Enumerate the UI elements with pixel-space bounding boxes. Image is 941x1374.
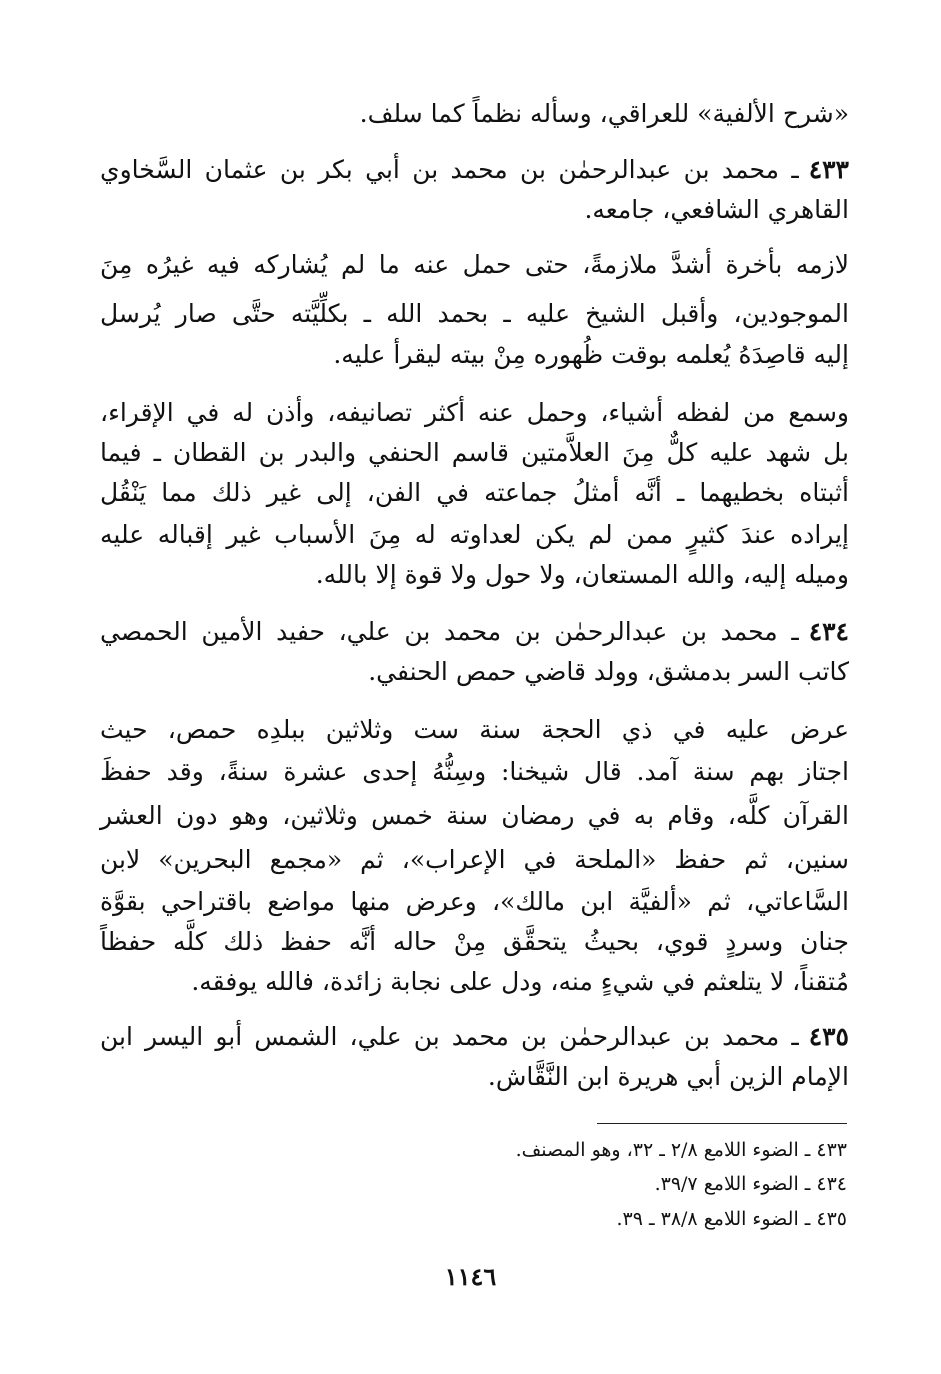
entry-heading-line: القاهري الشافعي، جامعه. — [584, 195, 849, 224]
entry-heading-line: ٤٣٥ـ محمد بن عبدالرحمٰن بن محمد بن علي، الشمس أبو اليسر ابن — [100, 1022, 849, 1051]
intro-line: «شرح الألفية» للعراقي، وسأله نظماً كما سلف. — [359, 99, 849, 128]
body-line: إليه قاصِدَهُ يُعلمه بوقت ظُهوره مِنْ بيته ليقرأ عليه. — [333, 340, 849, 369]
footnote: ٤٣٤ ـ الضوء اللامع ٣٩/٧. — [654, 1173, 847, 1195]
body-line: القرآن كلَّه، وقام به في رمضان سنة خمس وثلاثين، وهو دون العشر — [100, 801, 849, 830]
entry-heading-line: الإمام الزين أبي هريرة ابن النَّقَّاش. — [487, 1062, 849, 1091]
body-line: السَّاعاتي، ثم «ألفيَّة ابن مالك»، وعرض منها مواضع باقتراحي بقوَّة — [100, 887, 849, 916]
body-line: عرض عليه في ذي الحجة سنة ست وثلاثين ببلدِه حمص، حيث — [100, 715, 849, 744]
entry-heading-line: ٤٣٣ـ محمد بن عبدالرحمٰن بن محمد بن أبي بكر بن عثمان السَّخاوي — [100, 155, 849, 184]
footnote: ٤٣٥ ـ الضوء اللامع ٣٨/٨ ـ ٣٩. — [616, 1208, 847, 1230]
entry-heading-text: محمد بن عبدالرحمٰن بن محمد بن أبي بكر بن عثمان السَّخاوي — [100, 155, 780, 184]
footnote-separator — [597, 1123, 847, 1124]
entry-433 — [100, 150, 849, 230]
body-line: لازمه بأخرة أشدَّ ملازمةً، حتى حمل عنه ما لم يُشاركه فيه غيرُه مِنَ — [100, 250, 849, 279]
body-line: بل شهد عليه كلٌّ مِنَ العلاَّمتين قاسم الحنفي والبدر بن القطان ـ فيما — [100, 438, 849, 467]
body-line: وسمع من لفظه أشياء، وحمل عنه أكثر تصانيفه، وأذن له في الإقراء، — [100, 398, 849, 427]
entry-435 — [100, 1017, 849, 1097]
footnote: ٤٣٣ ـ الضوء اللامع ٢/٨ ـ ٣٢، وهو المصنف. — [515, 1139, 847, 1161]
entry-heading-text: محمد بن عبدالرحمٰن بن محمد بن علي، حفيد الأمين الحمصي — [100, 617, 778, 646]
page-number: ١١٤٦ — [444, 1262, 497, 1291]
body-line: وميله إليه، والله المستعان، ولا حول ولا قوة إلا بالله. — [315, 560, 849, 589]
body-line: سنين، ثم حفظ «الملحة في الإعراب»، ثم «مجمع البحرين» لابن — [100, 845, 849, 874]
body-line: اجتاز بهم سنة آمد. قال شيخنا: وسِنُّهُ إحدى عشرة سنةً، وقد حفظَ — [100, 757, 849, 786]
body-line: أثبتاه بخطيهما ـ أنَّه أمثلُ جماعته في الفن، إلى غير ذلك مما يَنْقُل — [100, 478, 849, 507]
body-line: إيراده عندَ كثيرٍ ممن لم يكن لعداوته له مِنَ الأسباب غير إقباله عليه — [100, 520, 849, 549]
entry-heading-line: كاتب السر بدمشق، وولد قاضي حمص الحنفي. — [368, 657, 849, 686]
body-line: مُتقناً، لا يتلعثم في شيءٍ منه، ودل على نجابة زائدة، فالله يوفقه. — [191, 967, 849, 996]
body-line: الموجودين، وأقبل الشيخ عليه ـ بحمد الله ـ بكلِّيَّته حتَّى صار يُرسل — [100, 299, 849, 328]
entry-heading-line: ٤٣٤ـ محمد بن عبدالرحمٰن بن محمد بن علي، حفيد الأمين الحمصي — [100, 617, 849, 646]
body-line: جنان وسردٍ قوي، بحيثُ يتحقَّق مِنْ حاله أنَّه حفظ ذلك كلَّه حفظاً — [100, 927, 849, 956]
entry-number: ٤٣٤ — [808, 617, 849, 646]
entry-number: ٤٣٣ — [808, 155, 849, 184]
entry-heading-text: محمد بن عبدالرحمٰن بن محمد بن علي، الشمس أبو اليسر ابن — [100, 1022, 780, 1051]
entry-number: ٤٣٥ — [808, 1022, 849, 1051]
entry-434 — [100, 612, 849, 692]
